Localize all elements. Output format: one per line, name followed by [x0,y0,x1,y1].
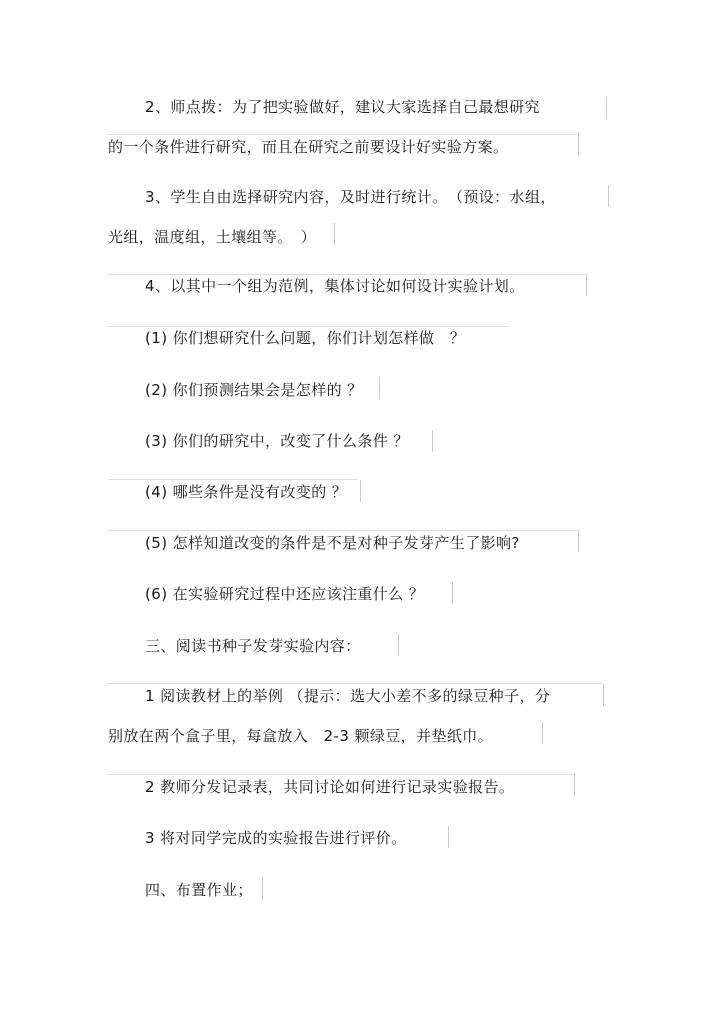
paragraph-line: 光组，温度组，土壤组等。 ） [108,228,317,246]
paragraph-line: 3、学生自由选择研究内容，及时进行统计。 （预设：水组， [145,188,556,206]
rule-line [603,684,604,706]
paragraph-line: 4、以其中一个组为范例，集体讨论如何设计实验计划。 [145,277,525,295]
paragraph-line: 2、师点拨：为了把实验做好，建议大家选择自己最想研究 [145,98,540,116]
rule-line [262,878,263,900]
list-item: (1) 你们想研究什么问题，你们计划怎样做 ？ [145,329,466,347]
rule-line [574,774,575,796]
list-item: (6) 在实验研究过程中还应该注重什么 ？ [145,585,425,603]
rule-line [108,683,603,684]
rule-line [108,530,578,531]
list-item: (5) 怎样知道改变的条件是不是对种子发芽产生了影响? [145,534,520,552]
rule-line [448,826,449,848]
rule-line [432,430,433,452]
rule-line [606,97,607,119]
list-item: (4) 哪些条件是没有改变的 ？ [145,483,348,501]
list-item: (2) 你们预测结果会是怎样的 ？ [145,381,363,399]
paragraph-line: 1 阅读教材上的举例 （提示：选大小差不多的绿豆种子，分 [145,687,551,705]
rule-line [360,480,361,502]
section-heading: 四、布置作业； [145,881,253,899]
rule-line [334,223,335,245]
rule-line [608,185,609,207]
rule-line [108,479,358,480]
rule-line [398,634,399,656]
rule-line [379,377,380,399]
list-item: (3) 你们的研究中，改变了什么条件 ？ [145,432,409,450]
section-heading: 三、阅读书种子发芽实验内容： [145,637,361,655]
rule-line [108,274,586,275]
rule-line [542,722,543,744]
rule-line [108,134,578,135]
rule-line [452,582,453,604]
rule-line [578,133,579,155]
paragraph-line: 3 将对同学完成的实验报告进行评价。 [145,829,407,847]
paragraph-line: 别放在两个盒子里，每盒放入 2-3 颗绿豆，并垫纸巾。 [108,727,494,745]
paragraph-line: 2 教师分发记录表，共同讨论如何进行记录实验报告。 [145,778,515,796]
paragraph-line: 的一个条件进行研究，而且在研究之前要设计好实验方案。 [108,138,509,156]
rule-line [108,326,508,327]
rule-line [578,530,579,552]
rule-line [586,274,587,296]
rule-line [108,774,574,775]
